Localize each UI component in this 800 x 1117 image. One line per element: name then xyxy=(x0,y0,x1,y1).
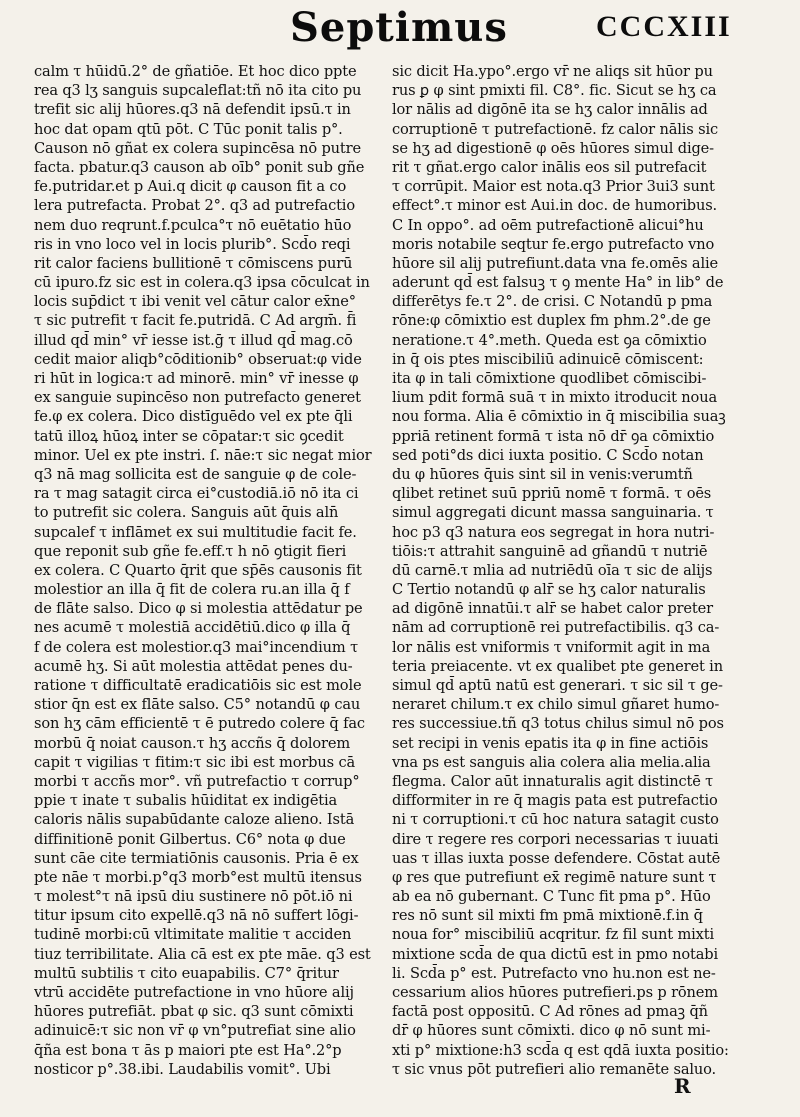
text-line: sunt cāe cite termiatiōnis causonis. Pria ē ex xyxy=(34,849,359,867)
text-line: ris in vno loco vel in locis plurib°. Scd̄o reqi xyxy=(34,235,351,253)
text-line: rit τ gñat.ergo calor inālis eos sil putrefacit xyxy=(392,158,707,176)
text-line: minor. Uel ex pte instri. ſ. nāe:τ sic negat mior xyxy=(34,446,372,464)
text-line: flegma. Calor aūt innaturalis agit distinctē τ xyxy=(392,772,714,790)
text-line: res successiue.tñ q3 totus chilus simul nō pos xyxy=(392,715,724,733)
text-line: locis sup̄dict τ ibi venit vel cātur calor ex̄ne° xyxy=(34,293,356,311)
text-line: τ sic vnus pōt putrefieri alio remanēte saluo. xyxy=(392,1060,717,1078)
text-line: moris notabile seqtur fe.ergo putrefacto vno xyxy=(392,235,715,253)
text-line: aderunt qd̄ est falsuꝫ τ ꝯ mente Ha° in lib° de xyxy=(392,274,724,292)
text-line: neraret chilum.τ ex chilo simul gñaret humo- xyxy=(392,696,720,714)
text-line: caloris nālis supabūdante caloze alieno. Istā xyxy=(34,811,355,829)
text-line: hoc p3 q3 natura eos segregat in hora nutri- xyxy=(392,523,715,541)
text-line: morbū q̄ noiat causon.τ hʒ accñs q̄ dolorem xyxy=(34,734,351,752)
text-line: dū carnē.τ mlia ad nutriēdū oīa τ sic de alijs xyxy=(392,561,713,579)
text-line: lor nālis est vniformis τ vniformit agit in ma xyxy=(392,638,711,656)
text-line: nām ad corruptionē rei putrefactibilis. q3 ca- xyxy=(392,619,720,637)
text-line: mixtione scd̄a de qua dictū est in pmo notabi xyxy=(392,945,718,963)
text-line: lium pdit formā suā τ in mixto itroducit noua xyxy=(392,389,717,407)
text-line: son hʒ cām efficientē τ ē putredo colere q̄ fac xyxy=(34,715,365,733)
text-line: factā post oppositū. C Ad rōnes ad pmaꝫ q̄ñ xyxy=(392,1003,708,1021)
text-line: vtrū accidēte putrefactione in vno hūore alij xyxy=(34,984,354,1001)
text-line: molestior an illa q̄ fit de colera ru.an illa q̄ f xyxy=(34,581,350,599)
right-column xyxy=(392,62,742,1079)
text-line: effect°.τ minor est Aui.in doc. de humoribus. xyxy=(392,197,718,215)
text-line: ppriā retinent formā τ ista nō dr̄ ꝯa cōmixtio xyxy=(392,427,715,445)
text-line: ad digōnē innatūi.τ alr̄ se habet calor preter xyxy=(392,600,713,618)
text-line: Causon nō gñat ex colera supincēsa nō putre xyxy=(34,139,361,157)
text-line: cedit maior aliqb°cōditionib° obseruat:φ vide xyxy=(34,350,362,368)
text-line: ri hūt in logica:τ ad minorē. min° vr̄ inesse φ xyxy=(34,370,359,387)
text-line: to putrefit sic colera. Sanguis aūt q̄uis aln̄ xyxy=(34,504,339,522)
text-line: lera putrefacta. Probat 2°. q3 ad putrefactio xyxy=(34,197,355,215)
text-line: hūore sil alij putrefiunt.data vna fe.omēs alie xyxy=(392,254,719,272)
text-line: res nō sunt sil mixti fm pmā mixtionē.f.in q̄ xyxy=(392,907,703,925)
text-line: xti p° mixtione:h3 scd̄a q est qdā iuxta positio: xyxy=(392,1041,729,1059)
text-line: se hʒ ad digestionē φ oēs hūores simul dige- xyxy=(392,139,714,157)
text-line: f de colera est molestior.q3 mai°incendium τ xyxy=(34,638,359,656)
text-line: ex sanguie supincēso non putrefacto generet xyxy=(34,389,361,407)
text-line: rus ꝑ φ sint pmixti fil. C8°. fic. Sicut se hʒ ca xyxy=(392,82,717,100)
text-line: set recipi in venis epatis ita φ in fine actiōis xyxy=(392,734,709,752)
text-line: capit τ vigilias τ fitim:τ sic ibi est morbus cā xyxy=(34,753,356,771)
text-line: ppie τ inate τ subalis hūiditat ex indigētia xyxy=(34,792,338,810)
text-line: diffinitionē ponit Gilbertus. C6° nota φ due xyxy=(34,830,346,848)
text-line: rea q3 lʒ sanguis supcaleflat:tñ nō ita cito pu xyxy=(34,82,362,100)
text-line: corruptionē τ putrefactionē. fz calor nālis sic xyxy=(392,120,718,138)
text-line: ni τ corruptioni.τ cū hoc natura satagit custo xyxy=(392,811,719,829)
text-line: multū subtilis τ cito euapabilis. C7° q̄ritur xyxy=(34,964,339,982)
text-line: dire τ regere res corpori necessarias τ iuuati xyxy=(392,830,719,848)
text-line: dr̄ φ hūores sunt cōmixti. dico φ nō sunt mi- xyxy=(392,1022,711,1040)
text-line: hoc dat opam qtū pōt. C Tūc ponit talis p°. xyxy=(34,120,343,138)
text-line: C In oppo°. ad oēm putrefactionē alicui°hu xyxy=(392,216,704,234)
text-line: facta. pbatur.q3 causon ab oīb° ponit sub gñe xyxy=(34,158,365,176)
text-line: tiōis:τ attrahit sanguinē ad gñandū τ nutriē xyxy=(392,542,708,560)
text-line: nem duo reqrunt.f.pculca°τ nō euētatio hūo xyxy=(34,216,352,234)
text-line: cessarium alios hūores putrefieri.ps p rōnem xyxy=(392,984,718,1001)
text-line: fe.φ ex colera. Dico distīguēdo vel ex pte q̄li xyxy=(34,408,353,426)
running-title: Septimus xyxy=(290,4,508,51)
text-line: lor nālis ad digōnē ita se hʒ calor innālis ad xyxy=(392,101,708,119)
text-line: adinuicē:τ sic non vr̄ φ vn°putrefiat sine alio xyxy=(34,1022,356,1040)
text-line: tudinē morbi:cū vltimitate malitie τ acciden xyxy=(34,926,352,944)
text-line: simul aggregati dicunt massa sanguinaria. τ xyxy=(392,504,714,522)
text-line: differētys fe.τ 2°. de crisi. C Notandū p pma xyxy=(392,293,713,311)
text-line: illud qd̄ min° vr̄ iesse ist.ḡ τ illud qd̄ mag.cō xyxy=(34,331,353,349)
text-line: neratione.τ 4°.meth. Queda est ꝯa cōmixtio xyxy=(392,331,707,349)
text-line: uas τ illas iuxta posse defendere. Cōstat autē xyxy=(392,849,721,867)
text-line: supcalef τ inflāmet ex sui multitudie facit fe. xyxy=(34,523,357,541)
text-line: rōne:φ cōmixtio est duplex fm phm.2°.de ge xyxy=(392,312,711,330)
text-line: q̄ña est bona τ ās p maiori pte est Ha°.2°p xyxy=(34,1041,342,1059)
text-line: que reponit sub gñe fe.eff.τ h nō ꝯtigit fieri xyxy=(34,542,347,560)
text-line: sed poti°ds dici iuxta positio. C Scd̄o notan xyxy=(392,446,704,464)
text-line: de flāte salso. Dico φ si molestia attēdatur pe xyxy=(34,600,363,618)
text-line: trefit sic alij hūores.q3 nā defendit ipsū.τ in xyxy=(34,101,351,119)
left-column xyxy=(34,62,384,1079)
text-line: C Tertio notandū φ alr̄ se hʒ calor naturalis xyxy=(392,581,706,599)
text-line: τ sic putrefit τ facit fe.putridā. C Ad argm̄. f̄i xyxy=(34,312,357,330)
text-line: calm τ hūidū.2° de gñatiōe. Et hoc dico ppte xyxy=(34,63,357,80)
text-line: pte nāe τ morbi.p°q3 morb°est multū itensus xyxy=(34,868,362,886)
text-line: ra τ mag satagit circa ei°custodiā.iō nō ita ci xyxy=(34,485,359,503)
text-line: ex colera. C Quarto q̄rit que sp̄ēs causonis fit xyxy=(34,561,362,579)
signature-mark: R xyxy=(674,1074,691,1098)
text-line: tatū illoꝝ hūoꝝ inter se cōpatar:τ sic ꝯcedit xyxy=(34,427,344,445)
text-line: nes acumē τ molestiā accidētiū.dico φ illa q̄ xyxy=(34,619,351,637)
text-line: rit calor faciens bullitionē τ cōmiscens purū xyxy=(34,254,353,272)
text-line: in q̄ ois ptes miscibiliū adinuicē cōmiscent: xyxy=(392,350,704,368)
text-line: simul qd̄ aptū natū est generari. τ sic sil τ ge- xyxy=(392,677,723,694)
text-line: vna ps est sanguis alia colera alia melia.alia xyxy=(392,753,711,771)
folio-number: CCCXIII xyxy=(596,10,732,43)
text-line: nou forma. Alia ē cōmixtio in q̄ miscibilia suaꝫ xyxy=(392,408,726,426)
text-line: morbi τ accñs mor°. vñ putrefactio τ corrup° xyxy=(34,772,360,790)
text-line: tiuz terribilitate. Alia cā est ex pte māe. q3 est xyxy=(34,945,371,963)
text-line: φ res que putrefiunt ex̄ regimē nature sunt τ xyxy=(392,868,717,886)
text-line: ita φ in tali cōmixtione quodlibet cōmiscibi- xyxy=(392,370,707,387)
text-line: acumē hʒ. Si aūt molestia attēdat penes du- xyxy=(34,657,353,675)
text-line: ratione τ difficultatē eradicatiōis sic est mole xyxy=(34,677,362,694)
text-line: sic dicit Ha.ypo°.ergo vr̄ ne aliqs sit hūor pu xyxy=(392,63,713,80)
text-line: noua for° miscibiliū acqritur. fz fil sunt mixti xyxy=(392,926,714,944)
text-line: ab ea nō gubernant. C Tunc fit pma p°. Hūo xyxy=(392,888,711,906)
text-line: titur ipsum cito expellē.q3 nā nō suffert lōgi- xyxy=(34,907,359,925)
text-line: qlibet retinet suū ppriū nomē τ formā. τ oēs xyxy=(392,485,712,503)
text-line: stior q̄n est ex flāte salso. C5° notandū φ cau xyxy=(34,696,361,714)
text-line: li. Scd̄a p° est. Putrefacto vno hu.non est ne- xyxy=(392,964,716,982)
text-line: du φ hūores q̄uis sint sil in venis:verumtñ xyxy=(392,465,693,483)
text-line: τ corrūpit. Maior est nota.q3 Prior 3ui3 sunt xyxy=(392,178,715,196)
text-line: q3 nā mag sollicita est de sanguie φ de cole- xyxy=(34,465,357,483)
text-line: fe.putridar.et p Aui.q dicit φ causon fit a co xyxy=(34,178,347,196)
text-line: nosticor p°.38.ibi. Laudabilis vomit°. Ubi xyxy=(34,1060,331,1078)
text-line: τ molest°τ nā ipsū diu sustinere nō pōt.iō ni xyxy=(34,888,353,906)
text-line: teria preiacente. vt ex qualibet pte generet in xyxy=(392,657,723,675)
text-line: hūores putrefiāt. pbat φ sic. q3 sunt cōmixti xyxy=(34,1003,354,1021)
text-line: cū ipuro.fz sic est in colera.q3 ipsa cōculcat in xyxy=(34,274,370,292)
text-line: difformiter in re q̄ magis pata est putrefactio xyxy=(392,792,718,810)
